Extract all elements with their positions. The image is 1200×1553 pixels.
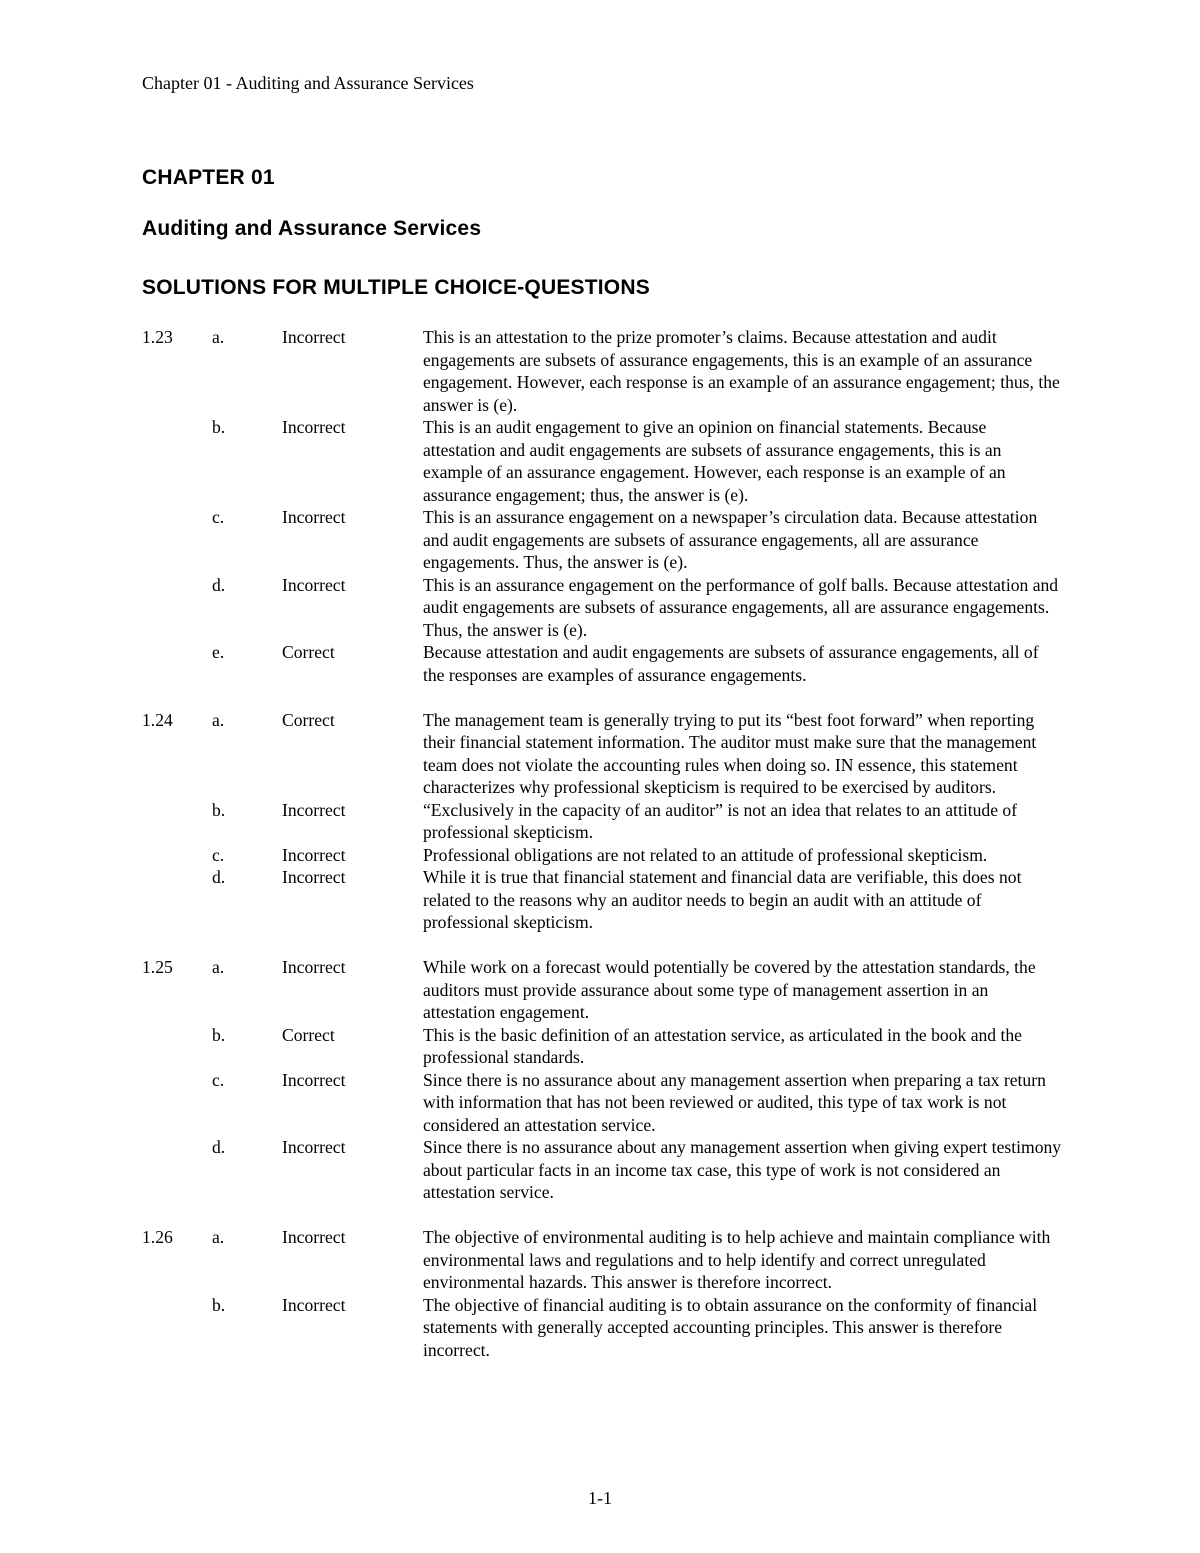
- solutions-list: [142, 326, 1072, 1384]
- answer-explanation: While work on a forecast would potentially be covered by the attestation standards, the auditors must provide assurance about some type of management assertion in an attestation engagement.: [423, 957, 1036, 1022]
- answer-letter: b.: [212, 1294, 226, 1315]
- answer-explanation: Professional obligations are not related to an attitude of professional skepticism.: [423, 844, 988, 865]
- question-number: [142, 574, 212, 642]
- answer-explanation: This is an attestation to the prize promoter’s claims. Because attestation and audit engagements are subsets of assurance engagements, this is an example of an assurance engagement. However, each response is an example of an assurance engagement; thus, the answer is (e).: [423, 327, 1060, 415]
- answer-letter: c.: [212, 844, 225, 865]
- answer-verdict: Incorrect: [282, 1069, 346, 1090]
- answer-verdict: Correct: [282, 709, 335, 730]
- question-number: [142, 506, 212, 574]
- answer-verdict: Incorrect: [282, 867, 346, 887]
- answer-explanation: The objective of environmental auditing is to help achieve and maintain compliance with environmental laws and regulations and to help identify and correct unregulated environmental hazards. This answer is therefore incorrect.: [423, 1227, 1051, 1292]
- question-number: [142, 1069, 212, 1137]
- answer-row: [142, 799, 1072, 844]
- chapter-title: Auditing and Assurance Services: [142, 217, 482, 240]
- answer-letter: b.: [212, 799, 226, 820]
- answer-letter: a.: [212, 957, 225, 977]
- answer-row: [142, 1136, 1072, 1204]
- answer-row: [142, 1024, 1072, 1069]
- answer-explanation: The objective of financial auditing is to obtain assurance on the conformity of financial statements with generally accepted accounting principles. This answer is therefore incorrect.: [423, 1294, 1038, 1360]
- answer-letter: b.: [212, 1024, 226, 1045]
- question-number: [142, 866, 212, 934]
- answer-verdict: Incorrect: [282, 799, 346, 820]
- answer-row: [142, 956, 1072, 1024]
- answer-verdict: Incorrect: [282, 507, 346, 527]
- question-number: [142, 799, 212, 844]
- answer-row: [142, 866, 1072, 934]
- answer-row: [142, 326, 1072, 416]
- answer-letter: c.: [212, 507, 225, 527]
- question-number: [142, 1024, 212, 1069]
- question-block: [142, 326, 1072, 686]
- question-number: 1.26: [142, 1227, 173, 1247]
- chapter-heading: CHAPTER 01: [142, 166, 275, 189]
- question-number: 1.24: [142, 709, 173, 730]
- answer-row: [142, 574, 1072, 642]
- answer-row: [142, 506, 1072, 574]
- answer-letter: d.: [212, 574, 226, 595]
- question-number: 1.23: [142, 327, 173, 347]
- question-number: 1.25: [142, 957, 173, 977]
- answer-verdict: Incorrect: [282, 1294, 346, 1315]
- answer-verdict: Correct: [282, 642, 335, 662]
- section-heading: SOLUTIONS FOR MULTIPLE CHOICE-QUESTIONS: [142, 276, 650, 299]
- answer-explanation: Because attestation and audit engagements are subsets of assurance engagements, all of the responses are examples of assurance engagements.: [423, 642, 1039, 685]
- answer-row: [142, 416, 1072, 506]
- answer-letter: c.: [212, 1069, 225, 1090]
- answer-verdict: Incorrect: [282, 1137, 346, 1157]
- answer-explanation: This is an assurance engagement on a newspaper’s circulation data. Because attestation and audit engagements are subsets of assurance engagements, all are assurance engagements. Thus, the answer is (e).: [423, 507, 1038, 572]
- answer-explanation: This is the basic definition of an attestation service, as articulated in the book and the professional standards.: [423, 1024, 1022, 1067]
- answer-explanation: “Exclusively in the capacity of an auditor” is not an idea that relates to an attitude of professional skepticism.: [423, 799, 1018, 842]
- answer-verdict: Incorrect: [282, 1227, 346, 1247]
- answer-row: [142, 1294, 1072, 1362]
- question-block: [142, 709, 1072, 934]
- answer-letter: a.: [212, 1227, 225, 1247]
- answer-verdict: Incorrect: [282, 327, 346, 347]
- answer-explanation: While it is true that financial statement and financial data are verifiable, this does not related to the reasons why an auditor needs to begin an audit with an attitude of professional skepticism.: [423, 867, 1022, 932]
- running-header: Chapter 01 - Auditing and Assurance Services: [142, 73, 474, 93]
- answer-verdict: Incorrect: [282, 417, 346, 437]
- question-number: [142, 641, 212, 686]
- answer-verdict: Incorrect: [282, 957, 346, 977]
- answer-letter: a.: [212, 327, 225, 347]
- answer-verdict: Incorrect: [282, 574, 346, 595]
- answer-row: [142, 1226, 1072, 1294]
- answer-explanation: This is an audit engagement to give an opinion on financial statements. Because attestation and audit engagements are subsets of assurance engagements, this is an example of an assurance engagement. However, each response is an example of an assurance engagement; thus, the answer is (e).: [423, 417, 1006, 505]
- answer-letter: d.: [212, 867, 226, 887]
- question-number: [142, 1294, 212, 1362]
- question-number: [142, 416, 212, 506]
- answer-letter: d.: [212, 1137, 226, 1157]
- answer-row: [142, 709, 1072, 799]
- question-block: [142, 1226, 1072, 1361]
- answer-verdict: Incorrect: [282, 844, 346, 865]
- question-number: [142, 1136, 212, 1204]
- answer-explanation: Since there is no assurance about any management assertion when giving expert testimony about particular facts in an income tax case, this type of work is not considered an attestation service.: [423, 1137, 1062, 1202]
- answer-explanation: This is an assurance engagement on the performance of golf balls. Because attestation and audit engagements are subsets of assurance engagements, all are assurance engagements. Thus, the answer is (e).: [423, 574, 1059, 640]
- answer-letter: b.: [212, 417, 226, 437]
- answer-letter: a.: [212, 709, 225, 730]
- answer-row: [142, 1069, 1072, 1137]
- answer-row: [142, 641, 1072, 686]
- answer-verdict: Correct: [282, 1024, 335, 1045]
- answer-letter: e.: [212, 642, 225, 662]
- page-number: 1-1: [588, 1488, 612, 1508]
- question-block: [142, 956, 1072, 1204]
- answer-row: [142, 844, 1072, 867]
- question-number: [142, 844, 212, 867]
- answer-explanation: Since there is no assurance about any management assertion when preparing a tax return with information that has not been reviewed or audited, this type of tax work is not considered an attestation service.: [423, 1069, 1046, 1135]
- answer-explanation: The management team is generally trying to put its “best foot forward” when reporting their financial statement information. The auditor must make sure that the management team does not violate the accounting rules when doing so. IN essence, this statement characterizes why professional skepticism is required to be exercised by auditors.: [423, 709, 1037, 797]
